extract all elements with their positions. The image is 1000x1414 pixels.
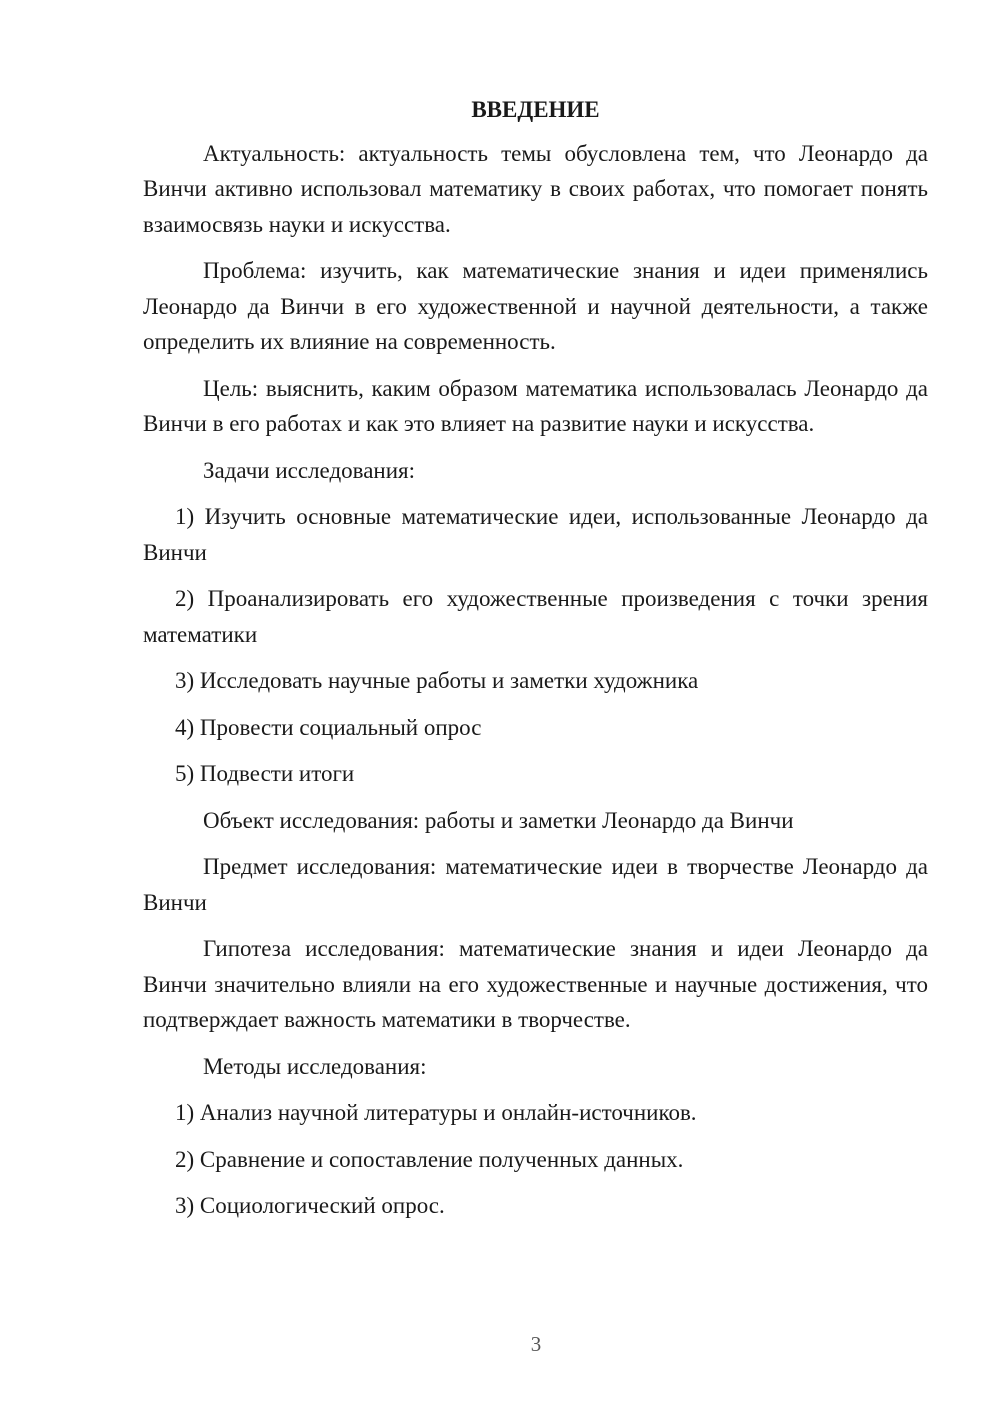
task-item-1: 1) Изучить основные математические идеи, использованные Леонардо да Винчи <box>143 504 928 565</box>
task-item-4: 4) Провести социальный опрос <box>175 714 482 740</box>
relevance-paragraph: Актуальность: актуальность темы обусловлена тем, что Леонардо да Винчи активно использовал математику в своих работах, что помогает понять взаимосвязь науки и искусства. <box>143 140 928 237</box>
section-title: ВВЕДЕНИЕ <box>471 97 600 122</box>
task-item-5: 5) Подвести итоги <box>175 761 355 786</box>
goal-paragraph: Цель: выяснить, каким образом математика использовалась Леонардо да Винчи в его работах и как это влияет на развитие науки и искусства. <box>143 375 928 436</box>
task-item-2: 2) Проанализировать его художественные произведения с точки зрения математики <box>143 586 928 647</box>
problem-paragraph: Проблема: изучить, как математические знания и идеи применялись Леонардо да Винчи в его художественной и научной деятельности, а также определить их влияние на современность. <box>143 258 928 354</box>
method-item-1: 1) Анализ научной литературы и онлайн-источников. <box>175 1100 697 1125</box>
object-paragraph: Объект исследования: работы и заметки Леонардо да Винчи <box>203 807 794 833</box>
method-item-3: 3) Социологический опрос. <box>175 1193 445 1218</box>
methods-heading: Методы исследования: <box>203 1053 427 1079</box>
subject-paragraph: Предмет исследования: математические идеи в творчестве Леонардо да Винчи <box>143 854 928 915</box>
page-number: 3 <box>530 1332 542 1356</box>
tasks-heading: Задачи исследования: <box>203 457 416 483</box>
method-item-2: 2) Сравнение и сопоставление полученных данных. <box>175 1146 684 1172</box>
hypothesis-paragraph: Гипотеза исследования: математические знания и идеи Леонардо да Винчи значительно влияли на его художественные и научные достижения, что подтверждает важность математики в творчестве. <box>143 936 928 1032</box>
page-body <box>143 92 928 1235</box>
task-item-3: 3) Исследовать научные работы и заметки художника <box>175 668 699 693</box>
